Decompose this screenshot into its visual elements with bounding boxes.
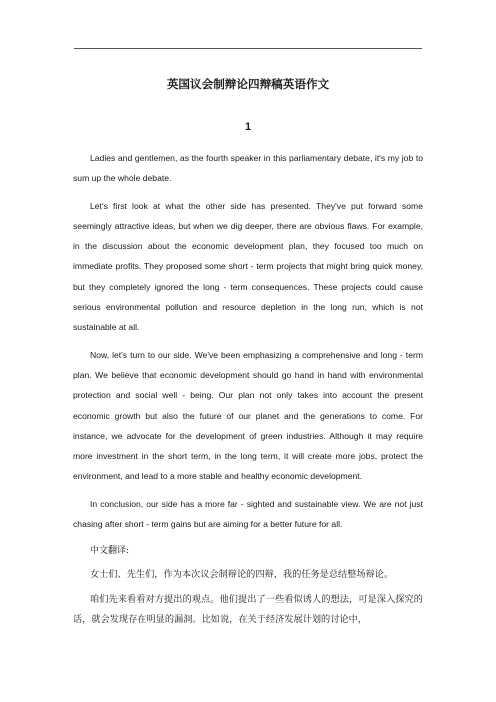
section-number: 1	[244, 121, 252, 133]
paragraph-intro: Ladies and gentlemen, as the fourth speaker in this parliamentary debate, it's my job to sum up the whole debate.	[73, 153, 423, 184]
translation-paragraph: 女士们、先生们，作为本次议会制辩论的四辩，我的任务是总结整场辩论。	[90, 569, 394, 581]
paragraph-our-side: Now, let's turn to our side. We've been emphasizing a comprehensive and long - term plan. We believe that economic development should go hand in hand with environmental protection and social well - being. Our plan not only takes into account the present economic growth but also the future of our planet and the generations to come. For instance, we advocate for the development of green industries. Although it may require more investment in the short term, in the long term, it will create more jobs, protect the environment, and lead to a more stable and healthy economic development.	[73, 349, 423, 482]
translation-label: 中文翻译:	[90, 546, 130, 557]
translation-paragraph: 咱们先来看看对方提出的观点。他们提出了一些看似诱人的想法，可是深入探究的话，就会发现存在明显的漏洞。比如说，在关于经济发展计划的讨论中，	[73, 593, 423, 625]
paragraph-conclusion: In conclusion, our side has a more far - sighted and sustainable view. We are not just chasing after short - term gains but are aiming for a better future for all.	[73, 498, 423, 530]
document-title: 英国议会制辩论四辩稿英语作文	[166, 77, 330, 91]
paragraph-opponent: Let's first look at what the other side has presented. They've put forward some seemingly attractive ideas, but when we dig deeper, there are obvious flaws. For example, in the discussion about the economic development plan, they focused too much on immediate profits. They proposed some short - term projects that might bring quick money, but they completely ignored the long - term consequences. These projects could cause serious environmental pollution and resource depletion in the long run, which is not sustainable at all.	[73, 200, 423, 333]
document-page	[73, 76, 423, 634]
header-rule	[74, 48, 422, 49]
